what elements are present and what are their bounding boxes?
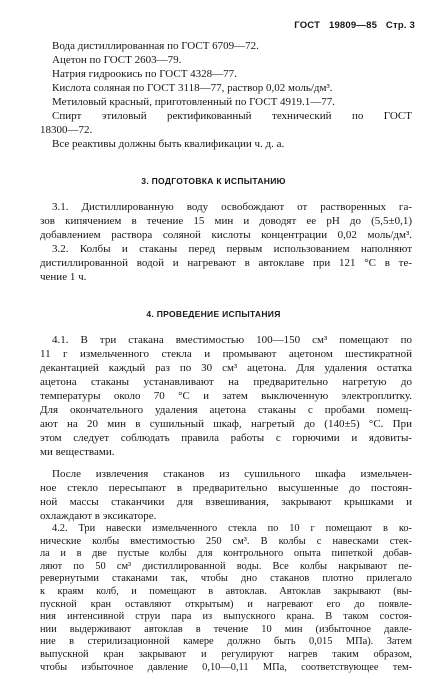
text-line: 18300—72. [40,124,93,136]
text-line: 4.1. В три стакана вместимостью 100—150 см³ помещают по [52,334,412,346]
text-line: 3.2. Колбы и стаканы перед первым использованием наполняют [52,243,412,255]
text-line: пускной кран оставляют открытым) и нагревают его до появле- [40,598,412,610]
text-line: нические колбы вместимостью 250 см³. В колбы с навесками стек- [40,535,412,547]
text-line: зов кипячением в течение 15 мин и доводят ее pH до (5,5±0,1) [40,215,412,227]
text-line: 4.2. Три навески измельченного стекла по 10 г помещают в ко- [52,523,412,534]
page-header [288,20,415,31]
text-line: ают на 20 мин в сушильный шкаф, нагретый до (140±5) °С. При [40,418,412,430]
text-line: охлаждают в эксикаторе. [40,510,157,522]
text-line: Метиловый красный, приготовленный по ГОСТ 4919.1—77. [52,96,336,108]
text-line: к краям колб, и помещают в автоклав. Автоклав закрывают (вы- [40,586,412,597]
text-line: ла и в две пустые колбы для контрольного опыта пипеткой добав- [40,548,412,560]
text-line: ляют по 50 см³ дистиллированной воды. Все колбы накрывают пе- [40,560,412,572]
text-line: дистиллированной водой и нагревают в автоклаве при 121 °С в те- [40,257,412,269]
text-line: этом следует соблюдать правила работы с горючими и ядовиты- [40,432,412,444]
text-line: выпускной кран закрывают и регулируют нагрев таким образом, [40,649,412,660]
text-line: ния интенсивной струи пара из выпускного крана. В таком состоя- [40,611,412,623]
text-line: ми веществами. [40,446,115,458]
text-line: 3.1. Дистиллированную воду освобождают от растворенных га- [52,201,412,213]
text-line: Спирт этиловый ректификованный технический по ГОСТ [52,110,412,122]
header-gost: ГОСТ [294,20,321,31]
text-line: Кислота соляная по ГОСТ 3118—77, раствор 0,02 моль/дм³. [52,82,333,94]
section-heading-testing: 4. ПРОВЕДЕНИЕ ИСПЫТАНИЯ [146,309,281,319]
text-line: ацетона стаканы устанавливают на предварительно нагретую до [40,376,412,388]
text-line: Ацетон по ГОСТ 2603—79. [52,54,182,66]
text-line: Натрия гидроокись по ГОСТ 4328—77. [52,68,237,80]
text-line: После извлечения стаканов из сушильного шкафа измельчен- [52,468,412,480]
text-line: нии выдерживают автоклав в течение 10 мин (избыточное давле- [40,623,412,635]
text-line: ное стекло пересыпают в предварительно высушенные до постоян- [40,482,412,494]
text-line: Все реактивы должны быть квалификации ч. д. а. [52,138,285,150]
text-line: Вода дистиллированная по ГОСТ 6709—72. [52,40,259,52]
text-line: ной массы стаканчики для взвешивания, закрывают крышками и [40,496,412,508]
text-line: температуры около 70 °С и затем выключенную электроплитку. [40,390,412,402]
header-page-number: Стр. 3 [385,20,415,31]
text-line: 11 г измельченного стекла и промывают ацетоном шестикратной [40,348,412,360]
text-line: чтобы избыточное давление 0,10—0,11 МПа, соответствующее тем- [40,661,412,673]
text-line: Для окончательного удаления ацетона стаканы с пробами помещ- [40,404,412,416]
text-line: декантацией каждый раз по 30 см³ ацетона. Для удаления остатка [40,362,412,374]
text-line: ревернутыми стаканами так, чтобы дно стаканов плотно прилегало [40,573,412,585]
header-standard-number: 19809—85 [328,20,378,31]
text-line: чение 1 ч. [40,271,87,283]
text-line: добавлением раствора соляной кислоты концентрации 0,02 моль/дм³. [40,229,412,241]
section-heading-preparation: 3. ПОДГОТОВКА К ИСПЫТАНИЮ [141,176,286,186]
text-line: ние в стерилизационной камере должно быть 0,015 МПа). Затем [40,636,412,648]
